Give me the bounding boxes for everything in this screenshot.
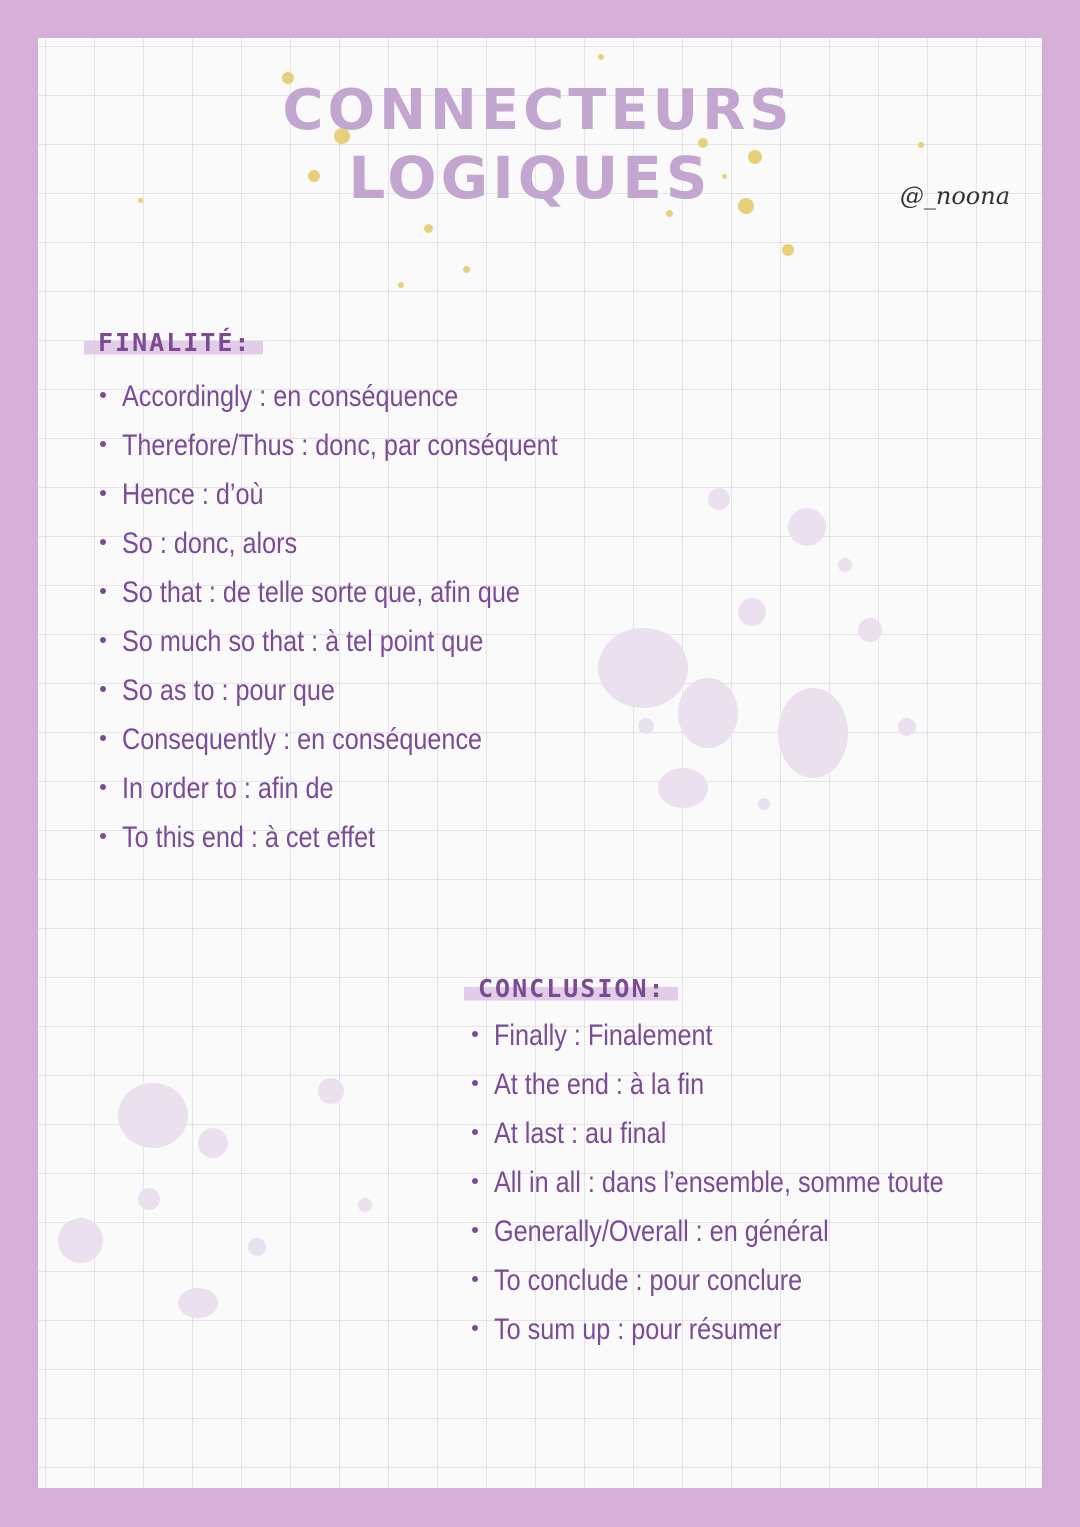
list-item: In order to : afin de <box>100 764 641 813</box>
list-item: Consequently : en conséquence <box>100 715 641 764</box>
bullet-icon <box>100 539 106 545</box>
bullet-icon <box>472 1276 478 1282</box>
bullet-icon <box>100 735 106 741</box>
bullet-icon <box>100 490 106 496</box>
list-item: Accordingly : en conséquence <box>100 372 641 421</box>
bullet-icon <box>472 1178 478 1184</box>
conclusion-heading: CONCLUSION: <box>464 974 678 1003</box>
bullet-icon <box>472 1227 478 1233</box>
bullet-icon <box>100 784 106 790</box>
bullet-icon <box>472 1129 478 1135</box>
list-item: So as to : pour que <box>100 666 641 715</box>
list-item: To conclude : pour conclure <box>472 1256 1029 1305</box>
title-line-2: LOGIQUES <box>348 144 712 212</box>
bullet-icon <box>472 1080 478 1086</box>
list-item: Finally : Finalement <box>472 1011 1029 1060</box>
bullet-icon <box>100 441 106 447</box>
bullet-icon <box>472 1031 478 1037</box>
list-item: To this end : à cet effet <box>100 813 641 862</box>
list-item: Therefore/Thus : donc, par conséquent <box>100 421 641 470</box>
list-item: So much so that : à tel point que <box>100 617 641 666</box>
bullet-icon <box>100 686 106 692</box>
list-item: Generally/Overall : en général <box>472 1207 1029 1256</box>
bullet-icon <box>472 1325 478 1331</box>
bullet-icon <box>100 588 106 594</box>
list-item: So : donc, alors <box>100 519 641 568</box>
bullet-icon <box>100 637 106 643</box>
list-item: So that : de telle sorte que, afin que <box>100 568 641 617</box>
list-item: To sum up : pour résumer <box>472 1305 1029 1354</box>
finalite-list <box>100 372 641 862</box>
title-line-1: CONNECTEURS <box>282 78 794 143</box>
list-item: Hence : d’où <box>100 470 641 519</box>
finalite-heading: FINALITÉ: <box>84 328 263 357</box>
conclusion-list <box>472 1011 1029 1354</box>
author-handle: @_noona <box>899 182 1010 210</box>
note-sheet <box>38 38 1042 1488</box>
list-item: All in all : dans l’ensemble, somme toute <box>472 1158 1029 1207</box>
list-item: At the end : à la fin <box>472 1060 1029 1109</box>
bullet-icon <box>100 392 106 398</box>
bullet-icon <box>100 833 106 839</box>
list-item: At last : au final <box>472 1109 1029 1158</box>
